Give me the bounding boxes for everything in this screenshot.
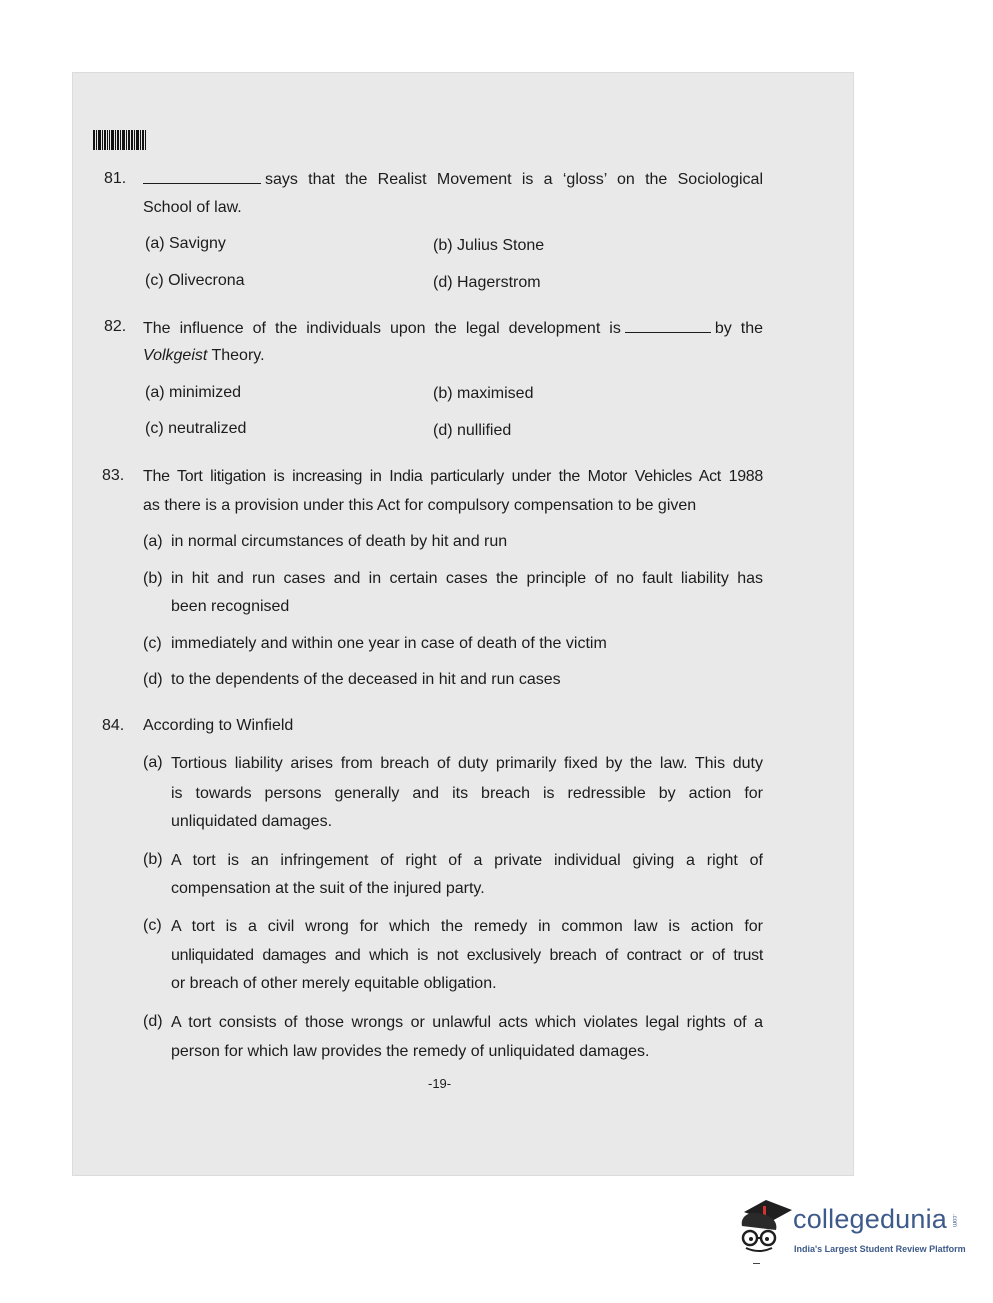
option-a-cont: unliquidated damages. <box>171 813 333 830</box>
mascot-icon <box>736 1196 794 1258</box>
collegedunia-logo <box>736 1196 966 1262</box>
option-b: A tort is an infringement of right of a private individual giving a right of <box>171 852 763 869</box>
option-b: in hit and run cases and in certain cases the principle of no fault liability has <box>171 570 763 587</box>
barcode-icon <box>93 130 159 150</box>
page-number: -19- <box>428 1076 452 1091</box>
option-label: (c) <box>143 917 162 934</box>
option-b-cont: compensation at the suit of the injured party. <box>171 880 485 897</box>
option-c: (c) Olivecrona <box>145 272 245 289</box>
question-text: School of law. <box>143 199 242 216</box>
option-b-cont: been recognised <box>171 598 290 615</box>
question-number: 84. <box>102 717 125 734</box>
divider <box>753 1263 760 1264</box>
option-d: to the dependents of the deceased in hit and run cases <box>171 671 561 688</box>
brand-name: collegedunia <box>793 1204 948 1234</box>
option-c-cont: unliquidated damages and which is not exclusively breach of contract or of trust <box>171 947 763 964</box>
question-text: The Tort litigation is increasing in India particularly under the Motor Vehicles Act 1988 <box>143 468 763 485</box>
option-label: (a) <box>143 533 163 550</box>
option-c: (c) neutralized <box>145 420 247 437</box>
question-text: as there is a provision under this Act for compulsory compensation to be given <box>143 497 697 514</box>
option-label: (d) <box>143 671 163 688</box>
question-text: says that the Realist Movement is a ‘gloss’ on the Sociological <box>143 169 763 190</box>
option-d: (d) Hagerstrom <box>433 274 541 291</box>
option-b: (b) maximised <box>433 385 534 402</box>
option-a: (a) Savigny <box>145 235 226 252</box>
option-a-cont: is towards persons generally and its breach is redressible by action for <box>171 785 763 802</box>
option-c: A tort is a civil wrong for which the remedy in common law is action for <box>171 918 763 935</box>
brand-domain: .com <box>951 1214 957 1228</box>
question-text: The influence of the individuals upon the legal development is by the <box>143 320 763 337</box>
question-number: 83. <box>102 467 125 484</box>
option-d: (d) nullified <box>433 422 512 439</box>
answer-blank <box>625 318 711 333</box>
question-number: 81. <box>104 170 127 187</box>
option-label: (b) <box>143 851 163 868</box>
option-c: immediately and within one year in case of death of the victim <box>171 635 607 652</box>
option-d-cont: person for which law provides the remedy of unliquidated damages. <box>171 1043 650 1060</box>
option-a: in normal circumstances of death by hit and run <box>171 533 508 550</box>
option-a: (a) minimized <box>145 384 242 401</box>
option-c-cont: or breach of other merely equitable obligation. <box>171 975 497 992</box>
question-text: According to Winfield <box>143 717 294 734</box>
option-label: (c) <box>143 635 162 652</box>
brand-tagline: India's Largest Student Review Platform <box>794 1244 966 1254</box>
answer-blank <box>143 169 261 184</box>
question-text: Volkgeist Theory. <box>143 347 265 364</box>
option-a: Tortious liability arises from breach of duty primarily fixed by the law. This duty <box>171 755 763 772</box>
option-b: (b) Julius Stone <box>433 237 545 254</box>
option-label: (a) <box>143 754 163 771</box>
question-number: 82. <box>104 318 127 335</box>
option-d: A tort consists of those wrongs or unlawful acts which violates legal rights of a <box>171 1014 763 1031</box>
option-label: (b) <box>143 570 163 587</box>
option-label: (d) <box>143 1013 163 1030</box>
